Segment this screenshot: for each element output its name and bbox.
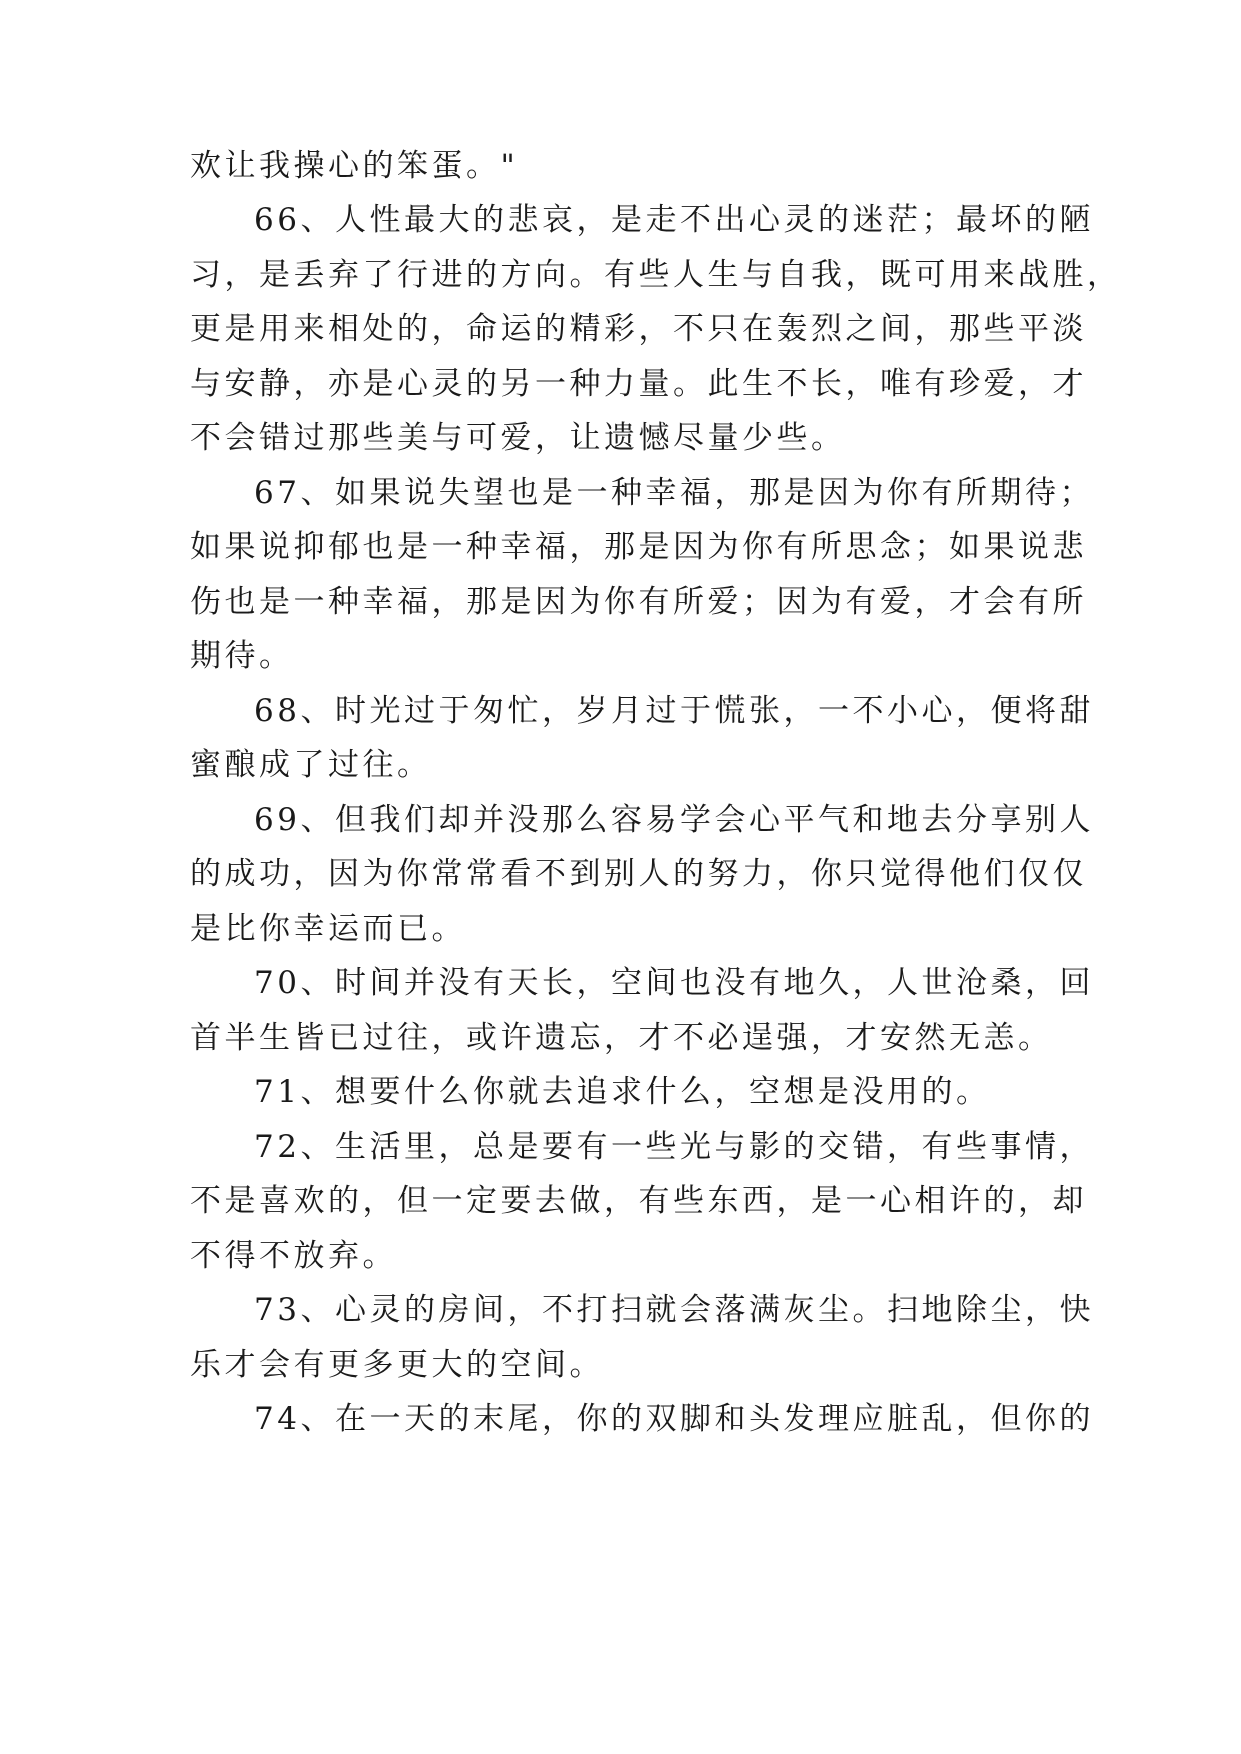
text-line: 如果说抑郁也是一种幸福，那是因为你有所思念；如果说悲: [190, 529, 1087, 565]
text-line: 不是喜欢的，但一定要去做，有些东西，是一心相许的，却: [190, 1183, 1087, 1219]
text-line: 是比你幸运而已。: [190, 911, 466, 947]
text-line: 习，是丢弃了行进的方向。有些人生与自我，既可用来战胜，: [190, 257, 1122, 293]
text-line: 不得不放弃。: [190, 1238, 397, 1274]
text-line: 蜜酿成了过往。: [190, 747, 432, 783]
text-line: 72、生活里，总是要有一些光与影的交错，有些事情，: [254, 1129, 1094, 1165]
text-line: 71、想要什么你就去追求什么，空想是没用的。: [254, 1074, 991, 1110]
text-line: 不会错过那些美与可爱，让遗憾尽量少些。: [190, 420, 846, 456]
text-line: 乐才会有更多更大的空间。: [190, 1347, 604, 1383]
text-line: 期待。: [190, 638, 294, 674]
text-line: 与安静，亦是心灵的另一种力量。此生不长，唯有珍爱，才: [190, 366, 1087, 402]
text-line: 68、时光过于匆忙，岁月过于慌张，一不小心，便将甜: [254, 693, 1094, 729]
text-line: 伤也是一种幸福，那是因为你有所爱；因为有爱，才会有所: [190, 584, 1087, 620]
text-line: 更是用来相处的，命运的精彩，不只在轰烈之间，那些平淡: [190, 311, 1087, 347]
text-line: 70、时间并没有天长，空间也没有地久，人世沧桑，回: [254, 965, 1094, 1001]
text-line: 的成功，因为你常常看不到别人的努力，你只觉得他们仅仅: [190, 856, 1087, 892]
text-line: 67、如果说失望也是一种幸福，那是因为你有所期待；: [254, 475, 1094, 511]
text-line: 73、心灵的房间，不打扫就会落满灰尘。扫地除尘，快: [254, 1292, 1094, 1328]
text-line: 74、在一天的末尾，你的双脚和头发理应脏乱，但你的: [254, 1401, 1094, 1437]
text-line: 欢让我操心的笨蛋。": [190, 148, 519, 184]
text-line: 69、但我们却并没那么容易学会心平气和地去分享别人: [254, 802, 1094, 838]
text-line: 66、人性最大的悲哀，是走不出心灵的迷茫；最坏的陋: [254, 202, 1094, 238]
text-line: 首半生皆已过往，或许遗忘，才不必逞强，才安然无恙。: [190, 1020, 1053, 1056]
